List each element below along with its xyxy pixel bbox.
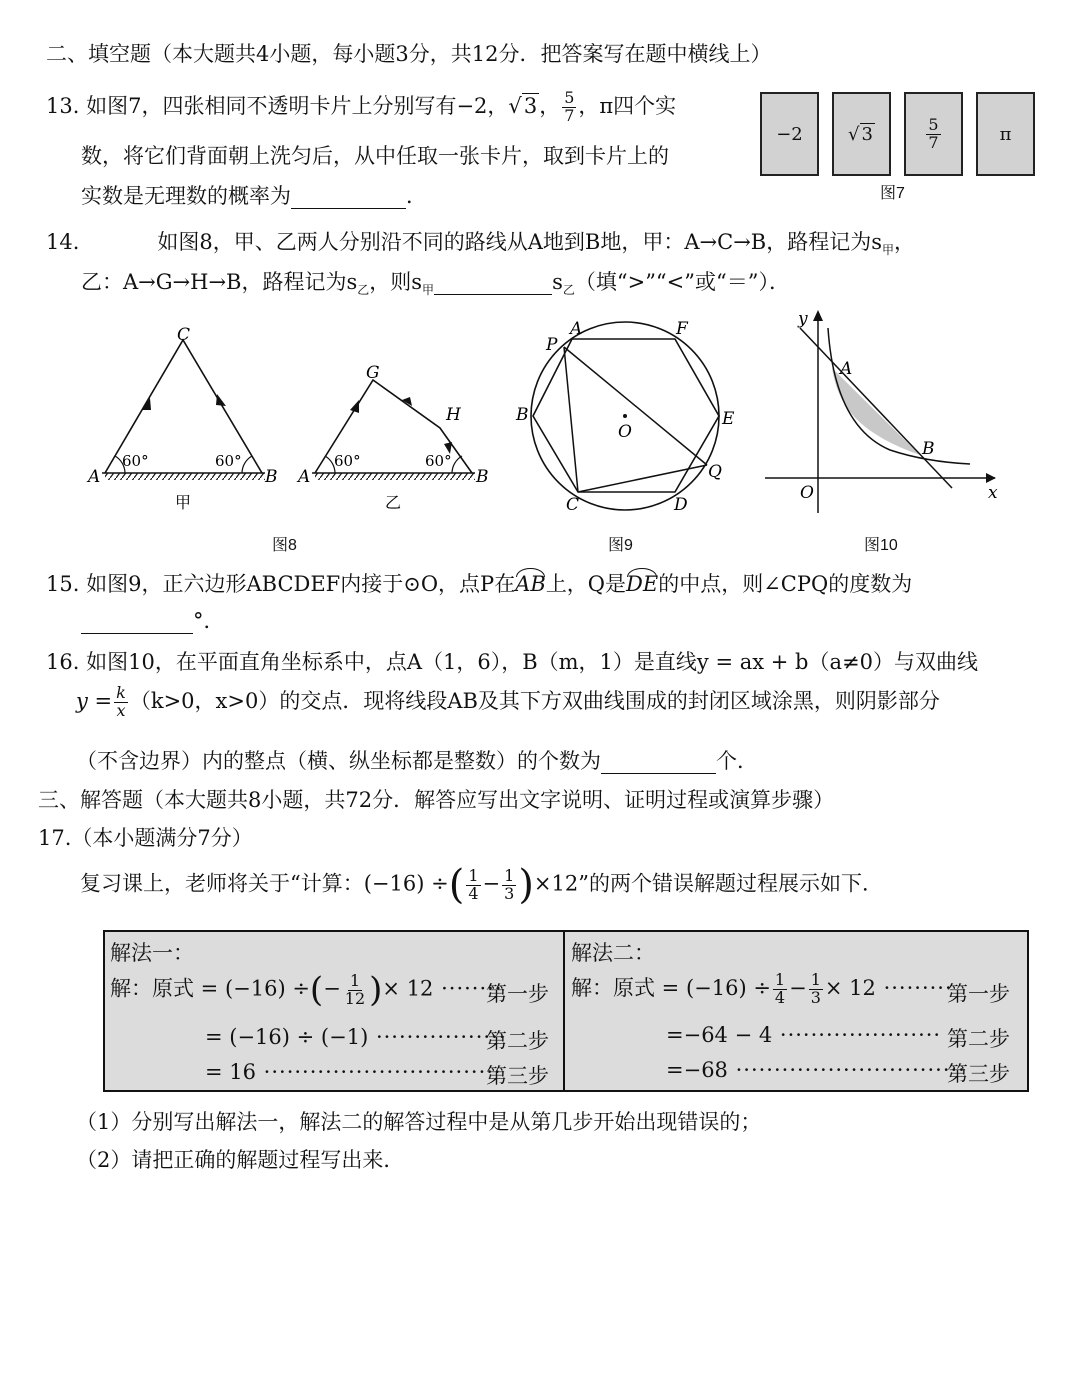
q14-answer-blank[interactable]	[434, 270, 552, 295]
fig8-right-A: A	[298, 467, 311, 487]
q16-answer-blank[interactable]	[601, 749, 716, 774]
q17-sub2: （2）请把正确的解题过程写出来．	[76, 1148, 405, 1172]
fig8-right-caption: 乙	[385, 493, 402, 512]
card-pi: π	[976, 92, 1035, 176]
method1-title: 解法一：	[110, 941, 194, 965]
fig8-left-B: B	[265, 467, 278, 487]
card-sqrt3: √ 3	[832, 92, 891, 176]
method2-row2: =−64 − 4 ·····················	[666, 1023, 942, 1047]
method2-title: 解法二：	[571, 941, 655, 965]
fig10-x: x	[988, 483, 998, 503]
method2-row3: =−68 ······························	[666, 1058, 966, 1082]
q13-line2: 数，将它们背面朝上洗匀后，从中任取一张卡片，取到卡片上的	[81, 144, 669, 168]
fig8-label: 图8	[272, 537, 297, 554]
fig8-left-A: A	[88, 467, 101, 487]
fig8-diagram	[80, 318, 500, 523]
fig8-left-angleA: 60°	[122, 452, 149, 470]
fig8-left-angleB: 60°	[215, 452, 242, 470]
fig9-C: C	[566, 495, 580, 515]
solutions-divider	[563, 930, 565, 1090]
fig7-label: 图7	[880, 185, 905, 202]
method1-row2: = (−16) ÷ (−1) ·················	[205, 1025, 507, 1049]
fig8-right-path	[296, 363, 489, 512]
fig10-A: A	[840, 359, 853, 379]
q16-line2: y = $\frac{k}{x}$ （k>0，x>0）的交点．现将线段AB及其下方双曲线围成的封闭区域涂黑，则阴影部分	[76, 683, 940, 720]
method2-step3: 第三步	[947, 1062, 1010, 1086]
method2-row1: 解：原式 = (−16) ÷ $\frac{1}{4}$ − $\frac{1}{3}$ × 12 ·········	[571, 970, 953, 1007]
fig10-B: B	[922, 439, 935, 459]
q13-number: 13.	[46, 94, 80, 118]
q13-text-a: 如图7，四张相同不透明卡片上分别写有−2，	[86, 94, 509, 118]
fig9-B: B	[516, 405, 529, 425]
q16-fraction: $\frac{k}{x}$	[116, 683, 126, 720]
method1-step3: 第三步	[486, 1064, 549, 1088]
q17-number: 17.（本小题满分7分）	[38, 826, 253, 850]
method1-step2: 第二步	[486, 1029, 549, 1053]
fig9-Q: Q	[708, 462, 722, 482]
method2-step1: 第一步	[947, 982, 1010, 1006]
q13-answer-blank[interactable]	[291, 184, 406, 209]
card-five-sevenths: $\frac{5}{7}$	[904, 92, 963, 176]
fig9-F: F	[676, 319, 688, 339]
q13-line1: 13. 如图7，四张相同不透明卡片上分别写有−2，√3， $\frac{5}{7}$ ，π四个实	[46, 88, 677, 125]
q13-text-b: ，π四个实	[578, 94, 677, 118]
q14-line1: 14. 如图8，甲、乙两人分别沿不同的路线从A地到B地，甲：A→C→B，路程记为$s_甲$，	[46, 230, 916, 258]
fig8-left-triangle	[86, 325, 278, 512]
fig8-right-angleA: 60°	[334, 452, 361, 470]
section2-heading: 二、填空题（本大题共4小题，每小题3分，共12分．把答案写在题中横线上）	[46, 42, 772, 66]
q15-line2: °．	[81, 605, 225, 635]
method1-row1: 解：原式 = (−16) ÷(− $\frac{1}{12}$ )× 12 ········	[110, 970, 503, 1010]
fig8-left-C: C	[177, 325, 191, 345]
arc-DE: DE	[626, 568, 658, 596]
q14-line2: 乙：A→G→H→B，路程记为$s_乙$，则$s_甲$ $s_乙$（填“>”“<”或“＝”）．	[81, 270, 790, 298]
fig10-y: y	[798, 309, 808, 329]
q16-line3: （不含边界）内的整点（横、纵坐标都是整数）的个数为 个．	[76, 749, 758, 773]
fig10-label: 图10	[864, 537, 898, 554]
fig8-right-B: B	[476, 467, 489, 487]
arc-AB: AB	[515, 568, 546, 596]
card-neg2: −2	[760, 92, 819, 176]
q17-sub1: （1）分别写出解法一，解法二的解答过程中是从第几步开始出现错误的；	[76, 1110, 762, 1134]
method1-step1: 第一步	[486, 982, 549, 1006]
section3-heading: 三、解答题（本大题共8小题，共72分．解答应写出文字说明、证明过程或演算步骤）	[38, 788, 835, 812]
fig10-O: O	[800, 483, 814, 503]
q13-line3: 实数是无理数的概率为 ．	[81, 184, 427, 208]
fig9-A: A	[570, 319, 583, 339]
fig9-D: D	[674, 495, 688, 515]
fig8-right-H: H	[446, 405, 461, 425]
fig9-O: O	[618, 422, 632, 442]
fig8-right-G: G	[366, 363, 380, 383]
q15-answer-blank[interactable]	[81, 609, 193, 634]
fig10-diagram	[760, 308, 1005, 520]
fig9-diagram	[512, 312, 742, 522]
method2-step2: 第二步	[947, 1027, 1010, 1051]
fig8-left-caption: 甲	[175, 493, 192, 512]
q15-line1: 15. 如图9，正六边形ABCDEF内接于⊙O，点P在AB上，Q是DE的中点，则∠CPQ的度数为	[46, 568, 912, 598]
method1-row3: = 16 ·······························	[205, 1060, 502, 1084]
sqrt3: √3	[508, 94, 538, 118]
q17-intro: 复习课上，老师将关于“计算：(−16) ÷( $\frac{1}{4}$ − $\frac{1}{3}$ )×12”的两个错误解题过程展示如下．	[80, 862, 883, 908]
fig9-P: P	[546, 335, 558, 355]
fig9-E: E	[722, 409, 735, 429]
q13-fraction: $\frac{5}{7}$	[564, 88, 575, 125]
fig9-label: 图9	[608, 537, 633, 554]
fig8-right-angleB: 60°	[425, 452, 452, 470]
q16-line1: 16. 如图10，在平面直角坐标系中，点A（1，6），B（m，1）是直线y = ax + b（a≠0）与双曲线	[46, 650, 978, 674]
